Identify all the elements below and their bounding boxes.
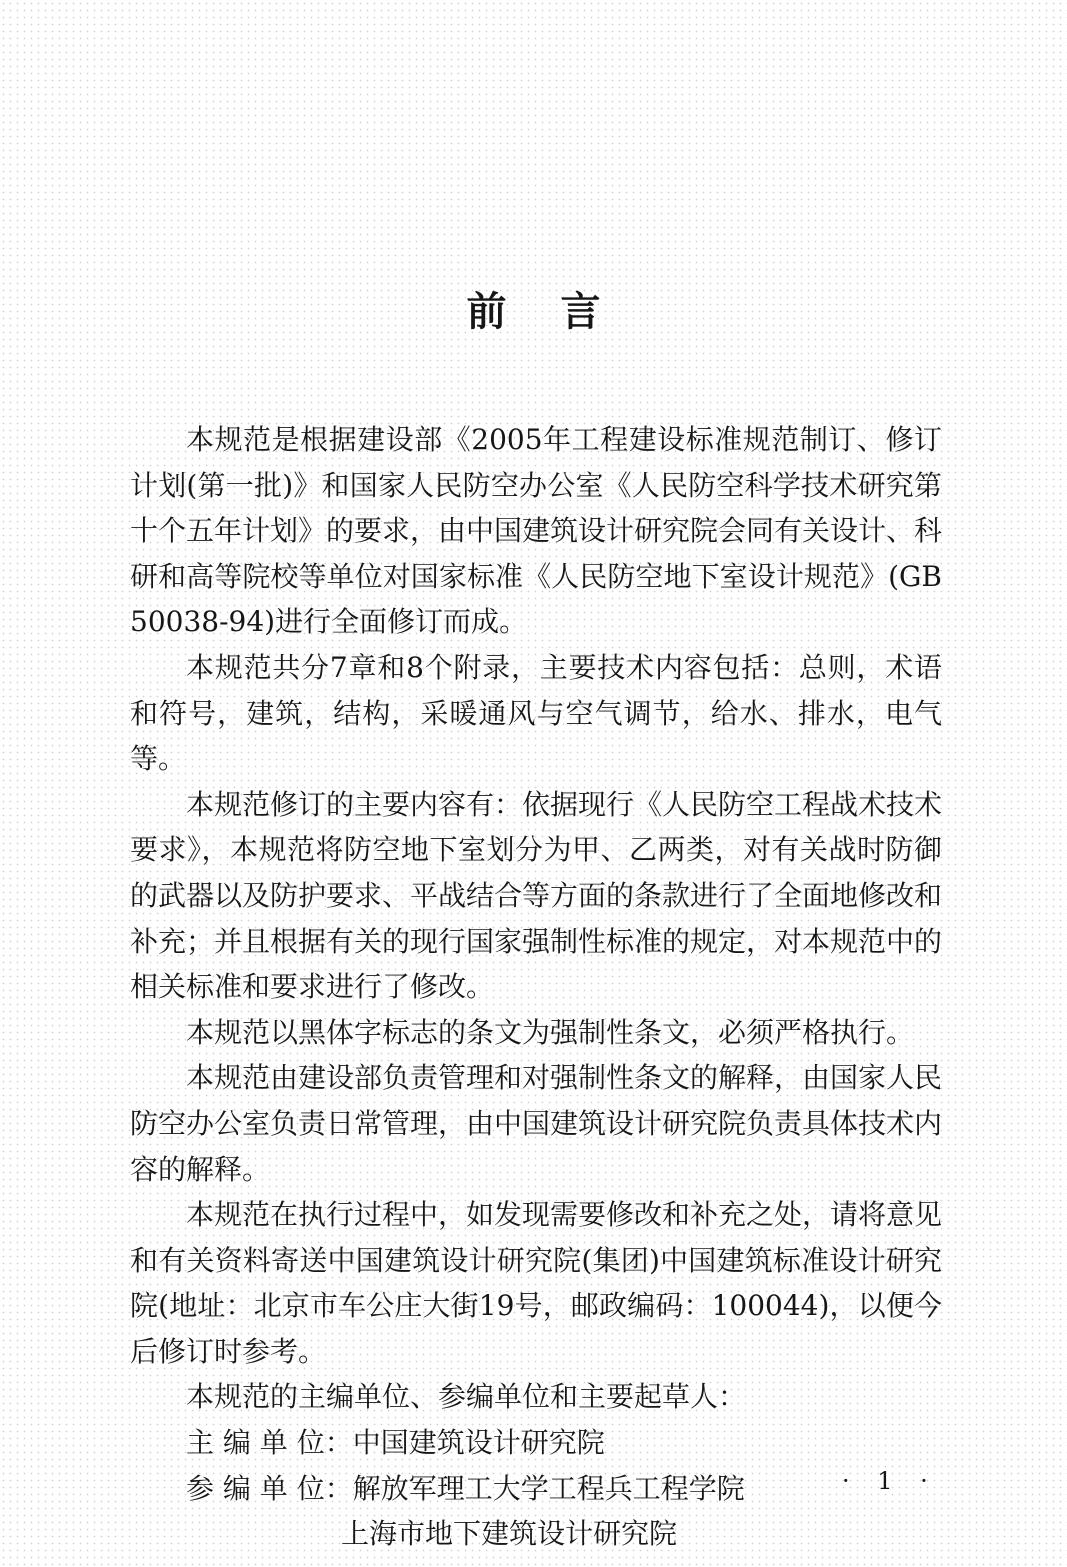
chief-editor-unit: 主 编 单 位：中国建筑设计研究院 (186, 1426, 605, 1460)
participating-unit-extra: 上海市地下建筑设计研究院 (341, 1517, 678, 1551)
page-number: · 1 · (842, 1467, 938, 1495)
preface-body (130, 417, 942, 1557)
page-title: 前言 (466, 289, 655, 335)
preface-paragraph: 本规范在执行过程中，如发现需要修改和补充之处，请将意见和有关资料寄送中国建筑设计研究院(集团)中国建筑标准设计研究院(地址：北京市车公庄大街19号，邮政编码：100044)，以便今后修订时参考。 (130, 1198, 943, 1368)
participating-unit: 参 编 单 位：解放军理工大学工程兵工程学院 (186, 1471, 745, 1505)
preface-paragraph: 本规范由建设部负责管理和对强制性条文的解释，由国家人民防空办公室负责日常管理，由中国建筑设计研究院负责具体技术内容的解释。 (130, 1061, 943, 1186)
preface-paragraph: 本规范的主编单位、参编单位和主要起草人： (186, 1380, 747, 1414)
preface-paragraph: 本规范共分7章和8个附录，主要技术内容包括：总则，术语和符号，建筑，结构，采暖通风与空气调节，给水、排水，电气等。 (130, 650, 942, 776)
preface-paragraph: 本规范以黑体字标志的条文为强制性条文，必须严格执行。 (186, 1015, 915, 1049)
preface-paragraph: 本规范是根据建设部《2005年工程建设标准规范制订、修订计划(第一批)》和国家人民防空办公室《人民防空科学技术研究第十个五年计划》的要求，由中国建筑设计研究院会同有关设计、科研和高等院校等单位对国家标准《人民防空地下室设计规范》(GB 50038-94)进行全面修订而成。 (130, 423, 943, 639)
preface-paragraph: 本规范修订的主要内容有：依据现行《人民防空工程战术技术要求》，本规范将防空地下室划分为甲、乙两类，对有关战时防御的武器以及防护要求、平战结合等方面的条款进行了全面地修改和补充；并且根据有关的现行国家强制性标准的规定，对本规范中的相关标准和要求进行了修改。 (130, 787, 943, 1004)
